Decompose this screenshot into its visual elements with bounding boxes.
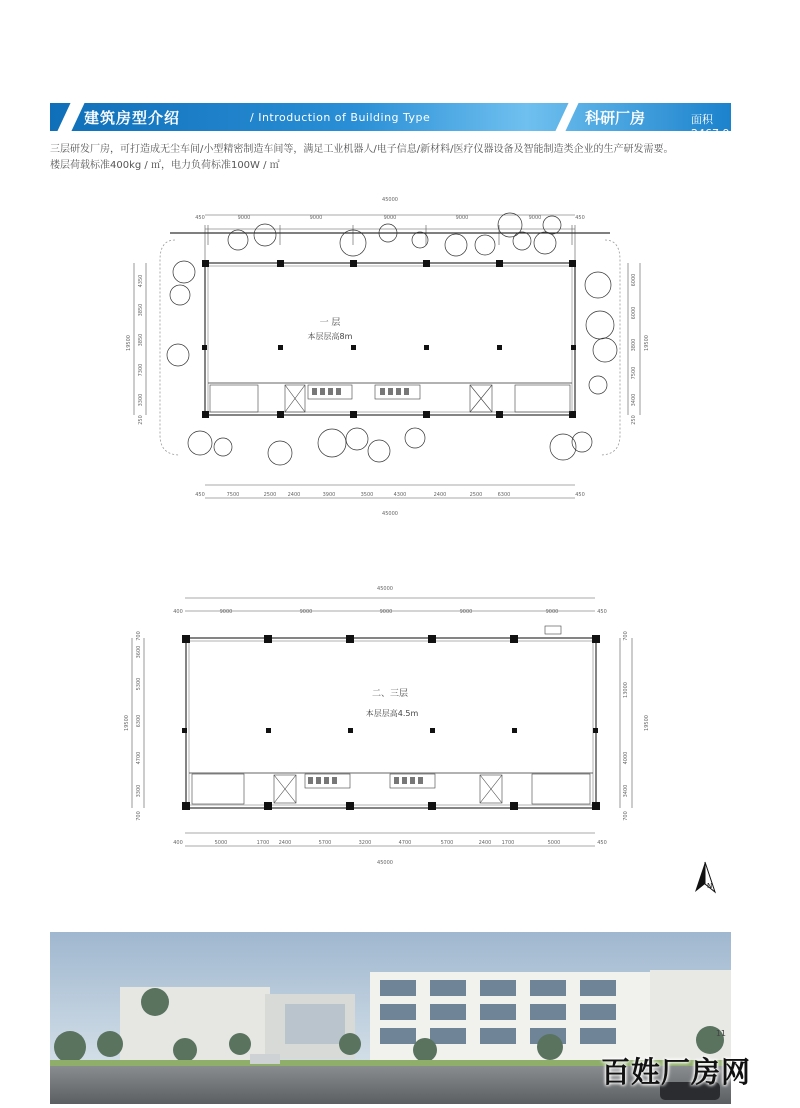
plan2-top-dim: 9000 xyxy=(545,609,559,615)
plan1-left-total: 19500 xyxy=(126,335,132,351)
plan2-bottom-dim: 5000 xyxy=(547,840,561,846)
plan1-top-dim: 450 xyxy=(195,215,205,221)
plan1-top-dim: 9000 xyxy=(455,215,469,221)
plan2-bottom-dim: 1700 xyxy=(501,840,515,846)
plan2-top-dim: 9000 xyxy=(219,609,233,615)
plan1-bottom-dim: 2500 xyxy=(263,492,277,498)
plan1-bottom-dim: 4300 xyxy=(393,492,407,498)
plan2-left-dim: 700 xyxy=(136,811,142,821)
plan2-left-dim: 4700 xyxy=(136,751,142,765)
plan2-bottom-total: 45000 xyxy=(377,860,393,866)
plan2-right-total: 19500 xyxy=(644,715,650,731)
plan2-bottom-dim: 4700 xyxy=(398,840,412,846)
plan1-left-dim: 4350 xyxy=(138,274,144,288)
plan2-left-dim: 5300 xyxy=(136,677,142,691)
plan1-left-dim: 7300 xyxy=(138,363,144,377)
plan2-right-dim: 700 xyxy=(623,811,629,821)
plan2-left-dim: 6300 xyxy=(136,714,142,728)
plan1-left-dim: 3850 xyxy=(138,303,144,317)
plan2-top-dim: 9000 xyxy=(459,609,473,615)
site-watermark: 百姓厂房网 xyxy=(601,1055,752,1089)
intro-line-2: 楼层荷载标准400kg / ㎡，电力负荷标准100W / ㎡ xyxy=(50,160,280,171)
plan1-bottom-dim: 2500 xyxy=(469,492,483,498)
north-arrow-icon xyxy=(690,860,720,900)
plan2-left-dim: 3300 xyxy=(136,784,142,798)
plan1-right-dim: 6000 xyxy=(631,273,637,287)
plan2-right-dim: 4000 xyxy=(623,751,629,765)
plan1-bottom-dim: 2400 xyxy=(287,492,301,498)
area-label: 面积2467.9㎡ xyxy=(691,113,730,155)
section-title: 建筑房型介绍 xyxy=(84,109,181,127)
plan2-top-dim: 9000 xyxy=(379,609,393,615)
plan1-right-total: 19500 xyxy=(644,335,650,351)
plan1-bottom-total: 45000 xyxy=(382,511,398,517)
plan2-top-dim: 400 xyxy=(173,609,183,615)
section-subtitle: / Introduction of Building Type xyxy=(250,111,431,124)
plan1-bottom-dim: 7500 xyxy=(226,492,240,498)
plan1-height-label: 本层层高8m xyxy=(307,332,353,341)
plan1-right-dim: 3400 xyxy=(631,393,637,407)
plan1-bottom-dim: 450 xyxy=(575,492,585,498)
plan1-top-dim: 9000 xyxy=(309,215,323,221)
plan2-top-total: 45000 xyxy=(377,586,393,592)
plan1-left-dim: 3850 xyxy=(138,333,144,347)
floor-plan-1 xyxy=(120,185,660,529)
plan1-right-dim: 6000 xyxy=(631,306,637,320)
plan2-left-dim: 3600 xyxy=(136,645,142,659)
plan1-top-dim: 9000 xyxy=(528,215,542,221)
plan1-right-dim: 250 xyxy=(631,415,637,425)
plan2-right-dim: 13000 xyxy=(623,682,629,698)
plan2-bottom-dim: 2400 xyxy=(278,840,292,846)
plan1-floor-label: 一 层 xyxy=(319,318,341,328)
banner-divider xyxy=(555,103,578,131)
plan2-right-dim: 700 xyxy=(623,631,629,641)
plan2-bottom-dim: 400 xyxy=(173,840,183,846)
floor-plan-2 xyxy=(120,578,660,882)
north-label: N xyxy=(707,882,713,890)
plan2-left-total: 19500 xyxy=(124,715,130,731)
intro-line-1: 三层研发厂房，可打造成无尘车间/小型精密制造车间等，满足工业机器人/电子信息/新材料/医疗仪器设备及智能制造类企业的生产研发需要。 xyxy=(50,144,674,155)
plan2-height-label: 本层层高4.5m xyxy=(365,709,419,718)
page-number: 11 xyxy=(715,1029,726,1038)
plan1-left-dim: 3300 xyxy=(138,393,144,407)
plan2-bottom-dim: 5700 xyxy=(440,840,454,846)
plan2-top-dim: 9000 xyxy=(299,609,313,615)
plan1-bottom-dim: 3500 xyxy=(360,492,374,498)
plan1-right-dim: 3800 xyxy=(631,338,637,352)
plan2-floor-label: 二、三层 xyxy=(371,689,409,699)
plan1-bottom-dim: 2400 xyxy=(433,492,447,498)
plan2-bottom-dim: 1700 xyxy=(256,840,270,846)
plan2-bottom-dim: 450 xyxy=(597,840,607,846)
plan2-bottom-dim: 5000 xyxy=(214,840,228,846)
plan1-top-total: 45000 xyxy=(382,197,398,203)
plan1-bottom-dim: 450 xyxy=(195,492,205,498)
plan2-bottom-dim: 5700 xyxy=(318,840,332,846)
plan1-top-dim: 9000 xyxy=(383,215,397,221)
banner-stripe-decoration xyxy=(57,103,84,131)
plan1-top-dim: 450 xyxy=(575,215,585,221)
plan2-top-dim: 450 xyxy=(597,609,607,615)
plan1-right-dim: 7500 xyxy=(631,366,637,380)
plan1-bottom-dim: 3900 xyxy=(322,492,336,498)
plan1-top-dim: 9000 xyxy=(237,215,251,221)
plan1-bottom-dim: 6300 xyxy=(497,492,511,498)
plan2-right-dim: 3400 xyxy=(623,784,629,798)
building-type-label: 科研厂房 xyxy=(585,109,646,127)
plan2-bottom-dim: 2400 xyxy=(478,840,492,846)
plan2-left-dim: 700 xyxy=(136,631,142,641)
intro-text xyxy=(50,142,710,174)
plan2-bottom-dim: 3200 xyxy=(358,840,372,846)
plan1-left-dim: 250 xyxy=(138,415,144,425)
